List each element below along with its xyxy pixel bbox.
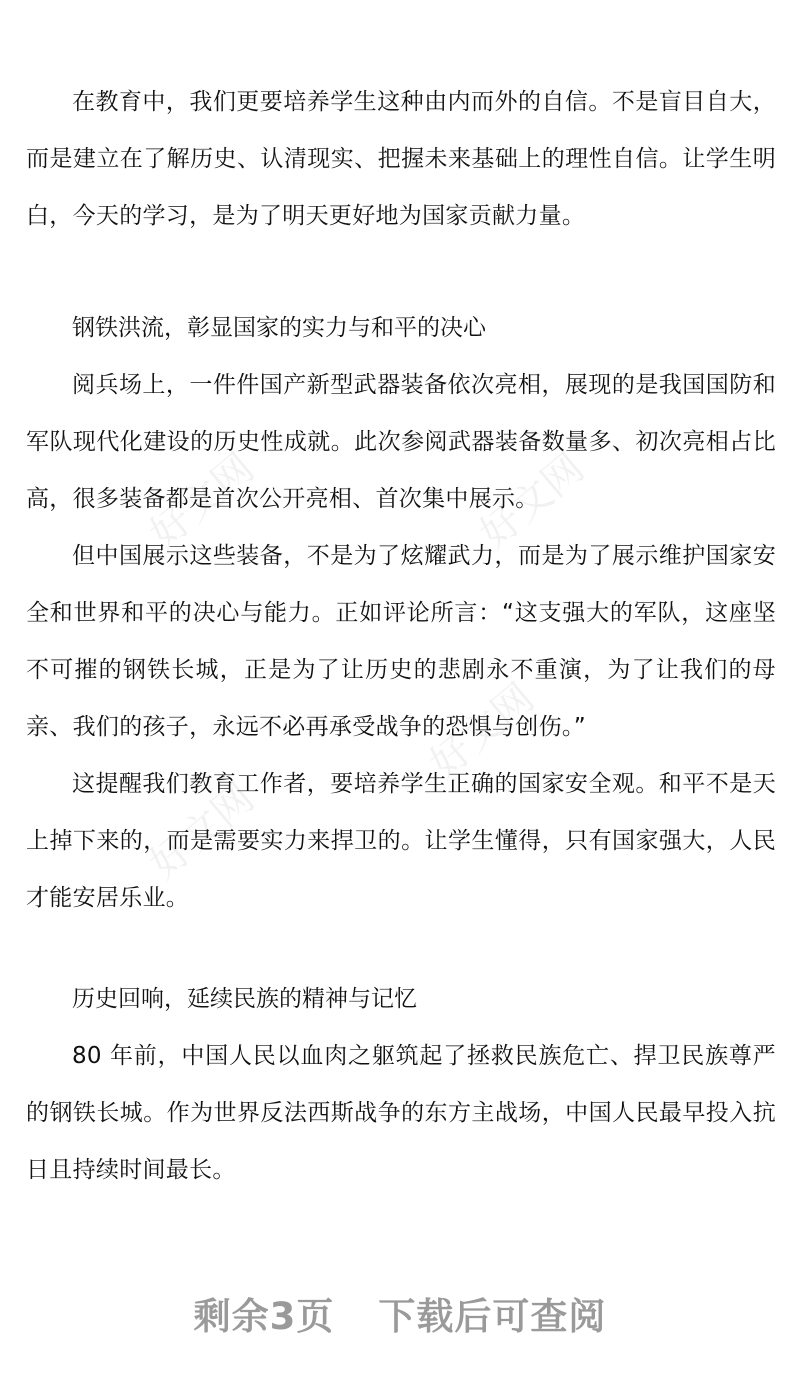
paragraph-eighty-years: 80 年前，中国人民以血肉之躯筑起了拯救民族危亡、捍卫民族尊严的钢铁长城。作为世界反法西斯战争的东方主战场，中国人民最早投入抗日且持续时间最长。	[26, 1043, 776, 1183]
paragraph-peace-determination: 但中国展示这些装备，不是为了炫耀武力，而是为了展示维护国家安全和世界和平的决心与能力。正如评论所言：“这支强大的军队，这座坚不可摧的钢铁长城，正是为了让历史的悲剧永不重演，为了让我们的母亲、我们的孩子，永远不必再承受战争的恐惧与创伤。”	[26, 543, 776, 740]
download-prompt[interactable]	[0, 1286, 800, 1340]
watermark: 好文网	[141, 774, 263, 888]
watermark: 好文网	[141, 444, 263, 558]
watermark: 好文网	[421, 674, 543, 788]
watermark: 好文网	[471, 444, 593, 558]
paragraph-confidence: 在教育中，我们更要培养学生这种由内而外的自信。不是盲目自大，而是建立在了解历史、认清现实、把握未来基础上的理性自信。让学生明白，今天的学习，是为了明天更好地为国家贡献力量。	[26, 89, 776, 229]
section-heading-history-echo: 历史回响，延续民族的精神与记忆	[72, 986, 417, 1012]
paragraph-parade-equipment: 阅兵场上，一件件国产新型武器装备依次亮相，展现的是我国国防和军队现代化建设的历史性成就。此次参阅武器装备数量多、初次亮相占比高，很多装备都是首次公开亮相、首次集中展示。	[26, 372, 776, 512]
paragraph-security-education: 这提醒我们教育工作者，要培养学生正确的国家安全观。和平不是天上掉下来的，而是需要实力来捍卫的。让学生懂得，只有国家强大，人民才能安居乐业。	[26, 771, 776, 911]
download-to-view-label: 下载后可查阅	[378, 1295, 607, 1338]
remaining-pages-label: 剩余3页	[193, 1295, 335, 1338]
section-heading-steel-torrent: 钢铁洪流，彰显国家的实力与和平的决心	[72, 315, 486, 341]
